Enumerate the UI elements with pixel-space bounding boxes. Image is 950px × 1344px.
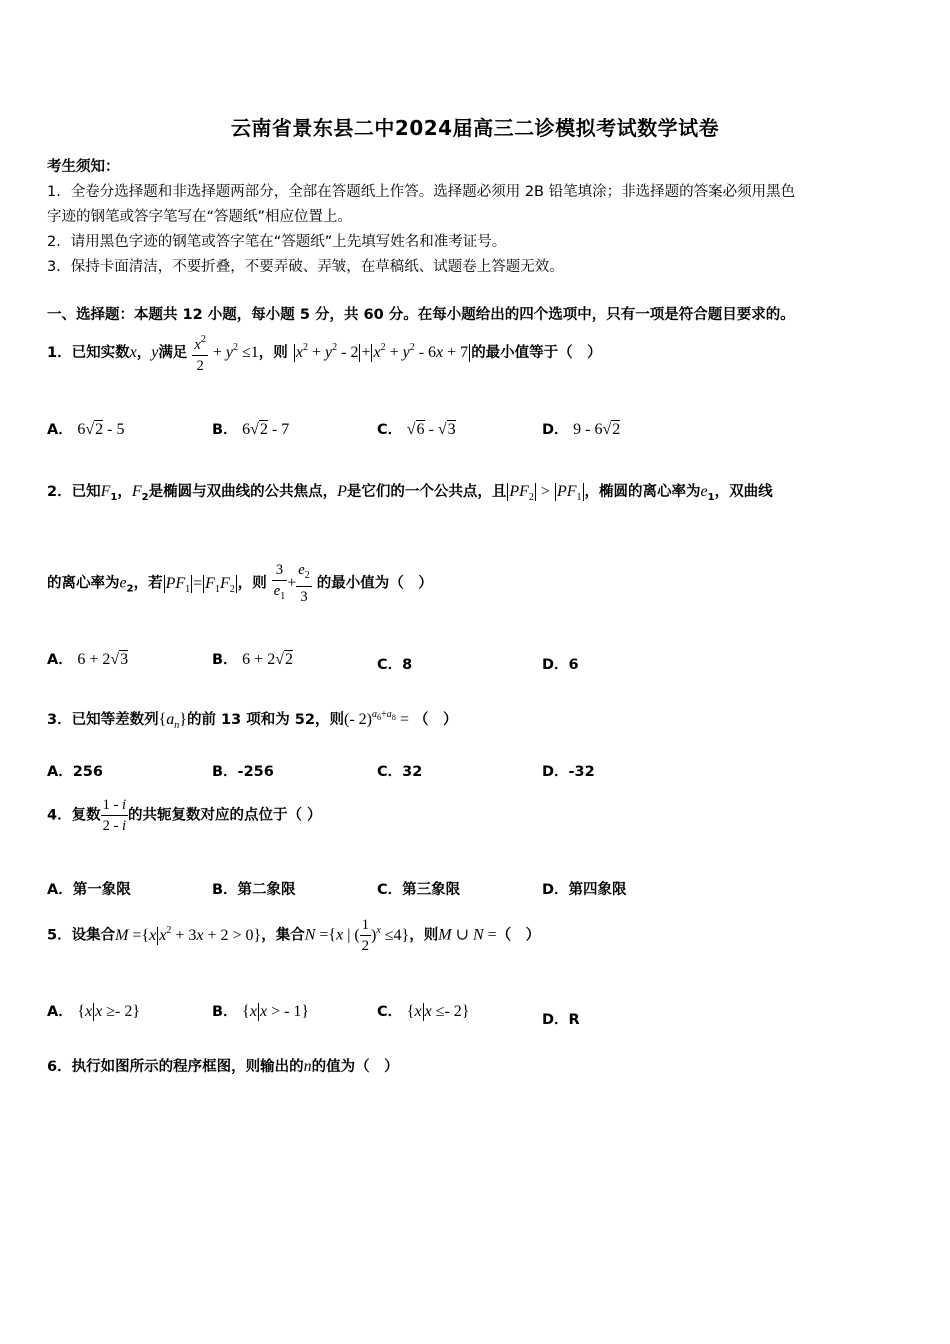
q1-suffix: 的最小值等于（ ）	[471, 345, 602, 361]
notice-line-3: 3．保持卡面清洁，不要折叠，不要弄破、弄皱，在草稿纸、试题卷上答题无效。	[47, 259, 564, 275]
notice-line-1b: 字迹的钢笔或答字笔写在“答题纸”相应位置上。	[47, 209, 353, 225]
q4-option-a: A．第一象限	[47, 882, 131, 898]
question-4: 4．复数 $\frac{1 - i}{2 - i}$ 的共轭复数对应的点位于（ ）	[47, 797, 322, 834]
q3-option-a: A．256	[47, 764, 103, 780]
q2-option-b: B． 6 + 2√2	[212, 651, 293, 668]
q2-option-a: A． 6 + 2√3	[47, 651, 129, 668]
q1-option-a: A． 6√2 - 5	[47, 421, 125, 438]
q1-prefix: 1．已知实数	[47, 345, 130, 361]
q1-option-c: C． √6 - √3	[377, 421, 456, 438]
q4-option-c: C．第三象限	[377, 882, 461, 898]
question-6: 6．执行如图所示的程序框图，则输出的n的值为（ ）	[47, 1058, 399, 1075]
q5-option-b: B． {x x > - 1}	[212, 1003, 310, 1020]
notice-line-2: 2．请用黑色字迹的钢笔或答字笔在“答题纸”上先填写姓名和准考证号。	[47, 234, 507, 250]
q5-option-c: C． {x x ≤- 2}	[377, 1003, 470, 1020]
question-3: 3．已知等差数列$\{a_n\}$的前 13 项和为 52，则(- 2)$^{a_6+a_8}$ = （ ）	[47, 709, 458, 731]
question-2-line-1: 2．已知$F_1$，$F_2$是椭圆与双曲线的公共焦点，P是它们的一个公共点，且 $PF_2 > PF_1$ ，椭圆的离心率为$e_1$，双曲线	[47, 483, 773, 503]
q5-option-a: A． {x x ≥- 2}	[47, 1003, 141, 1020]
q4-option-b: B．第二象限	[212, 882, 296, 898]
notice-line-1a: 1．全卷分选择题和非选择题两部分，全部在答题纸上作答。选择题必须用 2B 铅笔填涂；非选择题的答案必须用黑色	[47, 184, 796, 200]
q1-fraction: $\frac{x^2}{2}$	[192, 330, 207, 376]
q2-option-c: C．8	[377, 657, 413, 673]
question-5: 5．设集合M ={x $x^2 + 3x + 2 > 0$}，集合N ={x | ( $\frac{1}{2}$ )$^x$ ≤4}，则M ∪ N =（ ）	[47, 917, 541, 954]
q4-option-d: D．第四象限	[542, 882, 627, 898]
question-2-line-2: 的离心率为$e_2$，若 $PF_1 = F_1F_2$ ，则 $\frac{3}{e_1}$ + $\frac{e_2}{3}$ 的最小值为（ ）	[47, 562, 433, 605]
q1-then: ，则	[258, 345, 288, 361]
page-title: 云南省景东县二中2024届高三二诊模拟考试数学试卷	[230, 116, 720, 140]
q1-option-b: B． 6√2 - 7	[212, 421, 290, 438]
q1-option-d: D． 9 - 6√2	[542, 421, 621, 438]
q1-expression: $x^2 + y^2 - 2 + x^2 + y^2 - 6x + 7$	[295, 342, 469, 361]
q5-option-d: D．R	[542, 1012, 580, 1028]
section-heading: 一、选择题：本题共 12 小题，每小题 5 分，共 60 分。在每小题给出的四个选项中，只有一项是符合题目要求的。	[47, 307, 795, 323]
q3-option-c: C．32	[377, 764, 423, 780]
q3-option-d: D．-32	[542, 764, 595, 780]
question-1: 1．已知实数x，y满足 $\frac{x^2}{2}$ + $y^2 \le 1$，则 $x^2 + y^2 - 2 + x^2 + y^2 - 6x + 7$ 的最小值等于（ ）	[47, 330, 602, 376]
q2-option-d: D．6	[542, 657, 579, 673]
notice-heading: 考生须知：	[47, 159, 120, 175]
q1-mid: 满足	[158, 345, 188, 361]
q3-option-b: B．-256	[212, 764, 274, 780]
